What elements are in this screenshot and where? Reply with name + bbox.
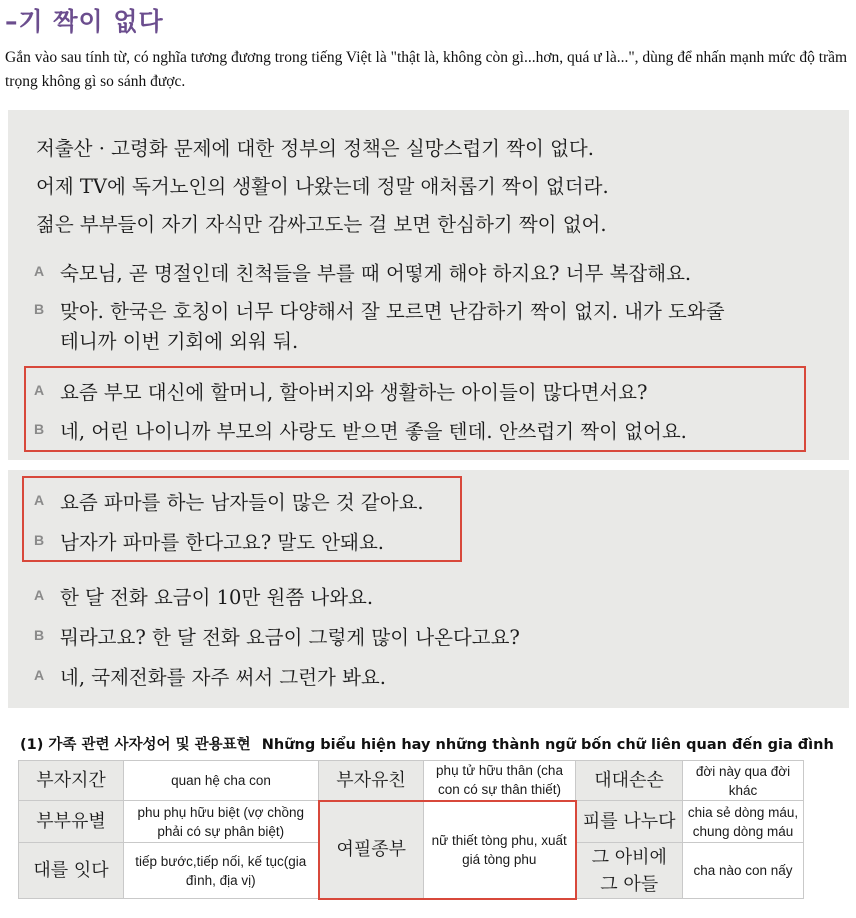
example-sentence: 젊은 부부들이 자기 자식만 감싸고도는 걸 보면 한심하기 짝이 없어. bbox=[36, 213, 607, 236]
dialogue-line: 테니까 이번 기회에 외워 둬. bbox=[60, 330, 299, 353]
idioms-table bbox=[18, 760, 804, 900]
dialogue-line: 요즘 파마를 하는 남자들이 많은 것 같아요. bbox=[60, 491, 424, 514]
dialogue-line: 숙모님, 곧 명절인데 친척들을 부를 때 어떻게 해야 하지요? 너무 복잡해요. bbox=[60, 262, 692, 285]
idiom-term-line: 그 아들 bbox=[600, 873, 659, 895]
speaker-label: B bbox=[34, 627, 45, 643]
idiom-meaning: phụ tử hữu thân (cha con có sự thân thiết) bbox=[424, 761, 576, 801]
idiom-meaning: quan hệ cha con bbox=[124, 761, 319, 801]
dialogue-line: 맞아. 한국은 호칭이 너무 다양해서 잘 모르면 난감하기 짝이 없지. 내가 도와줄 bbox=[60, 300, 725, 323]
dialogue-line: 뭐라고요? 한 달 전화 요금이 그렇게 많이 나온다고요? bbox=[60, 626, 520, 649]
idiom-meaning: chia sẻ dòng máu, chung dòng máu bbox=[683, 801, 804, 843]
idiom-meaning: tiếp bước,tiếp nối, kế tục(gia đình, địa vị) bbox=[124, 843, 319, 899]
idiom-term: 대대손손 bbox=[576, 761, 683, 801]
speaker-label: B bbox=[34, 532, 45, 548]
idioms-heading-vi: Những biểu hiện hay những thành ngữ bốn chữ liên quan đến gia đình bbox=[261, 737, 834, 753]
idiom-meaning: nữ thiết tòng phu, xuất giá tòng phu bbox=[424, 801, 576, 899]
idiom-meaning: cha nào con nấy bbox=[683, 843, 804, 899]
dialogue-line: 한 달 전화 요금이 10만 원쯤 나와요. bbox=[60, 586, 374, 609]
example-sentence: 저출산 · 고령화 문제에 대한 정부의 정책은 실망스럽기 짝이 없다. bbox=[36, 137, 594, 160]
dialogue-line: 네, 국제전화를 자주 써서 그런가 봐요. bbox=[60, 666, 386, 689]
idiom-term bbox=[576, 843, 683, 899]
speaker-label: B bbox=[34, 421, 45, 437]
idiom-term: 부자지간 bbox=[19, 761, 124, 801]
idiom-term-line: 그 아비에 bbox=[591, 846, 667, 868]
idioms-heading bbox=[20, 733, 834, 754]
speaker-label: A bbox=[34, 587, 45, 603]
idiom-term: 부부유별 bbox=[19, 801, 124, 843]
idiom-meaning: phu phụ hữu biệt (vợ chồng phải có sự phân biệt) bbox=[124, 801, 319, 843]
speaker-label: A bbox=[34, 492, 45, 508]
example-sentence: 어제 TV에 독거노인의 생활이 나왔는데 정말 애처롭기 짝이 없더라. bbox=[36, 175, 609, 198]
idiom-term: 여필종부 bbox=[319, 801, 424, 899]
dialogue-line: 남자가 파마를 한다고요? 말도 안돼요. bbox=[60, 531, 385, 554]
speaker-label: A bbox=[34, 263, 45, 279]
speaker-label: A bbox=[34, 382, 45, 398]
idioms-heading-ko: (1) 가족 관련 사자성어 및 관용표현 bbox=[20, 737, 251, 753]
grammar-description: Gắn vào sau tính từ, có nghĩa tương đương trong tiếng Việt là "thật là, không còn gì...hơn, quá ư là...", dùng để nhấn mạnh mức độ trầm trọng không gì so sánh được. bbox=[5, 49, 848, 90]
idiom-meaning: đời này qua đời khác bbox=[683, 761, 804, 801]
dialogue-line: 네, 어린 나이니까 부모의 사랑도 받으면 좋을 텐데. 안쓰럽기 짝이 없어요. bbox=[60, 420, 687, 443]
grammar-title: –기 짝이 없다 bbox=[5, 7, 164, 36]
idiom-term: 피를 나누다 bbox=[576, 801, 683, 843]
speaker-label: A bbox=[34, 667, 45, 683]
idiom-term: 대를 잇다 bbox=[19, 843, 124, 899]
idiom-term: 부자유친 bbox=[319, 761, 424, 801]
speaker-label: B bbox=[34, 301, 45, 317]
dialogue-line: 요즘 부모 대신에 할머니, 할아버지와 생활하는 아이들이 많다면서요? bbox=[60, 381, 648, 404]
